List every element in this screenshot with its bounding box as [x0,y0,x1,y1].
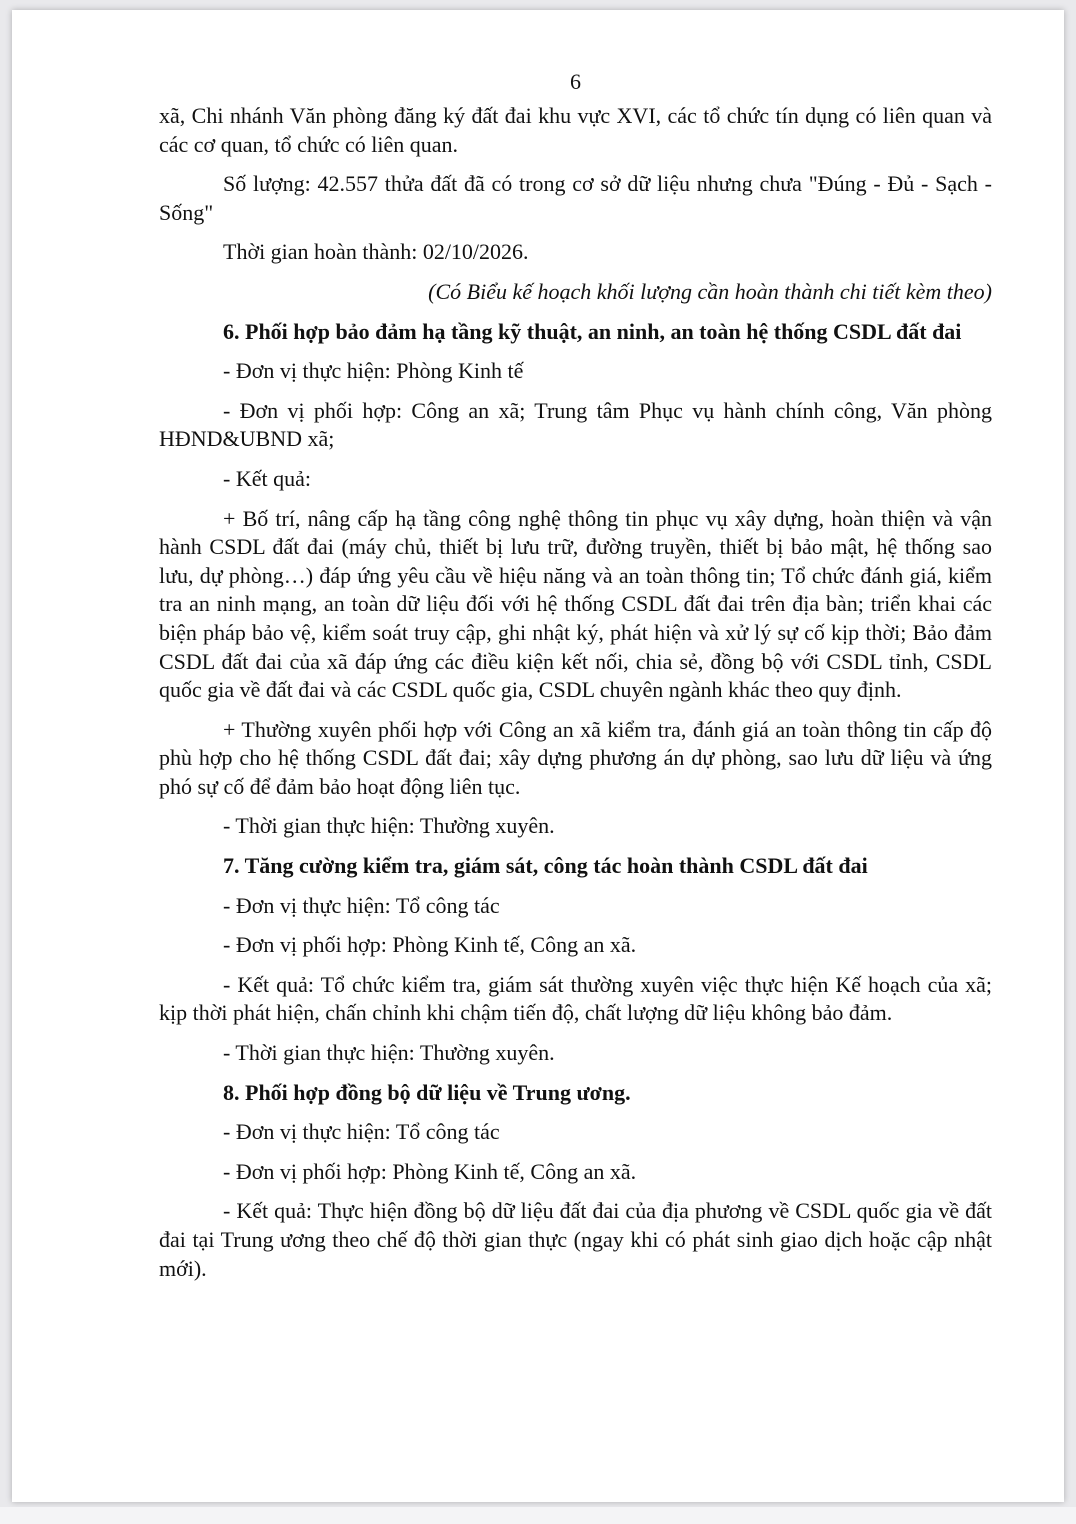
paragraph-result: - Kết quả: Thực hiện đồng bộ dữ liệu đất đai của địa phương về CSDL quốc gia về đất đai tại Trung ương theo chế độ thời gian thực (ngay khi có phát sinh giao dịch hoặc cập nhật mới). [159,1198,992,1281]
paragraph-implementing-unit: - Đơn vị thực hiện: Tổ công tác [223,1119,500,1145]
paragraph-result-item: + Bố trí, nâng cấp hạ tầng công nghệ thông tin phục vụ xây dựng, hoàn thiện và vận hành CSDL đất đai (máy chủ, thiết bị lưu trữ, đường truyền, thiết bị bảo mật, hệ thống sao lưu, dự phòng…) đáp ứng yêu cầu về hiệu năng và an toàn thông tin; Tổ chức đánh giá, kiểm tra an ninh mạng, an toàn dữ liệu đối với hệ thống CSDL đất đai trên địa bàn; triển khai các biện pháp bảo vệ, kiểm soát truy cập, ghi nhật ký, phát hiện và xử lý sự cố kịp thời; Bảo đảm CSDL đất đai của xã đáp ứng các điều kiện kết nối, chia sẻ, đồng bộ với CSDL tỉnh, CSDL quốc gia về đất đai và các CSDL quốc gia, CSDL chuyên ngành khác theo quy định. [159,505,992,703]
paragraph-coordinating-unit: - Đơn vị phối hợp: Phòng Kinh tế, Công an xã. [223,1158,637,1184]
paragraph-continuation: xã, Chi nhánh Văn phòng đăng ký đất đai khu vực XVI, các tổ chức tín dụng có liên quan và các cơ quan, tổ chức có liên quan. [159,103,992,157]
paragraph-result-label: - Kết quả: [223,465,311,491]
section-heading-8: 8. Phối hợp đồng bộ dữ liệu về Trung ương. [223,1079,631,1105]
paragraph-coordinating-unit: - Đơn vị phối hợp: Phòng Kinh tế, Công an xã. [223,932,637,958]
paragraph-result-item: + Thường xuyên phối hợp với Công an xã kiểm tra, đánh giá an toàn thông tin cấp độ phù hợp cho hệ thống CSDL đất đai; xây dựng phương án dự phòng, sao lưu dữ liệu và ứng phó sự cố để đảm bảo hoạt động liên tục. [159,716,992,799]
section-heading-7: 7. Tăng cường kiểm tra, giám sát, công tác hoàn thành CSDL đất đai [223,853,868,879]
paragraph-attachment-note: (Có Biểu kế hoạch khối lượng cần hoàn thành chi tiết kèm theo) [428,278,992,304]
paragraph-time: - Thời gian thực hiện: Thường xuyên. [223,1040,555,1066]
section-heading-6: 6. Phối hợp bảo đảm hạ tầng kỹ thuật, an ninh, an toàn hệ thống CSDL đất đai [223,318,962,344]
paragraph-result: - Kết quả: Tổ chức kiểm tra, giám sát thường xuyên việc thực hiện Kế hoạch của xã; kịp thời phát hiện, chấn chỉnh khi chậm tiến độ, chất lượng dữ liệu không bảo đảm. [159,971,992,1026]
paragraph-completion-time: Thời gian hoàn thành: 02/10/2026. [223,239,529,265]
document-page [12,10,1064,1502]
paragraph-quantity: Số lượng: 42.557 thửa đất đã có trong cơ sở dữ liệu nhưng chưa "Đúng - Đủ - Sạch - Sống" [159,171,992,225]
paragraph-time: - Thời gian thực hiện: Thường xuyên. [223,813,555,839]
paragraph-implementing-unit: - Đơn vị thực hiện: Phòng Kinh tế [223,358,524,384]
document-body [159,68,992,1294]
page-bottom-edge [0,1507,1076,1524]
paragraph-implementing-unit: - Đơn vị thực hiện: Tổ công tác [223,892,500,918]
paragraph-coordinating-unit: - Đơn vị phối hợp: Công an xã; Trung tâm Phục vụ hành chính công, Văn phòng HĐND&UBND xã; [159,397,992,452]
page-number: 6 [570,69,581,94]
